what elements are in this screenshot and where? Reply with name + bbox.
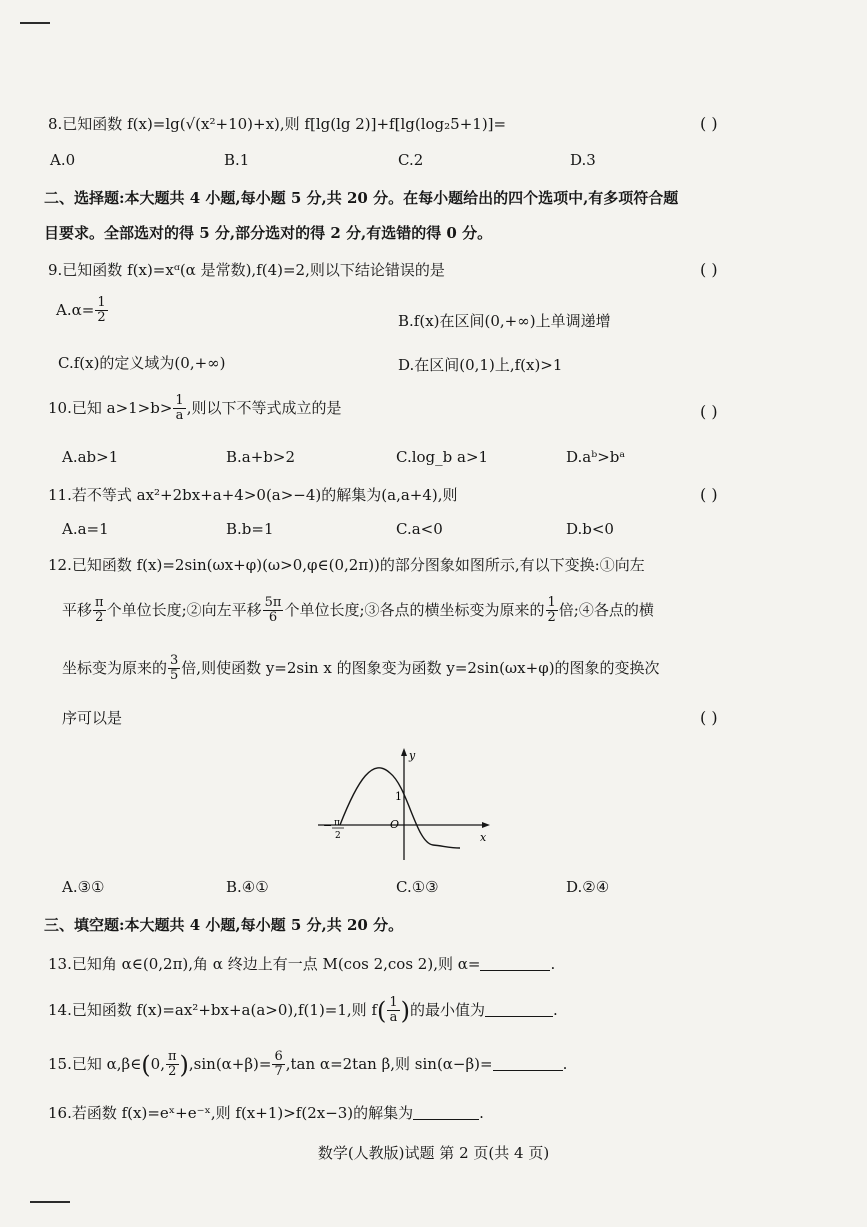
q11-option-a: A.a=1 xyxy=(62,520,109,538)
q14-close-paren: ) xyxy=(400,996,411,1025)
q12-l3-a: 坐标变为原来的 xyxy=(62,658,168,677)
q15-int-a: 0, xyxy=(150,1054,165,1073)
q12-option-b: B.④① xyxy=(226,878,269,896)
q15-s-den: 7 xyxy=(274,1064,283,1080)
q12-option-a: A.③① xyxy=(62,878,105,896)
q9-option-a xyxy=(56,296,109,326)
q12-frac-3-5 xyxy=(168,654,180,684)
q11-answer-paren: ( ) xyxy=(700,485,718,504)
q10-stem-fraction xyxy=(173,394,185,424)
graph-pi-num: π xyxy=(334,818,340,828)
q14-text-pre: 14.已知函数 f(x)=ax²+bx+a(a>0),f(1)=1,则 f xyxy=(48,1000,377,1019)
q15-stem xyxy=(48,1050,567,1080)
scan-edge-bottom xyxy=(30,1201,70,1203)
q12-option-c: C.①③ xyxy=(396,878,439,896)
q16-text: 16.若函数 f(x)=eˣ+e⁻ˣ,则 f(x+1)>f(2x−3)的解集为 xyxy=(48,1104,414,1122)
q12-l2-d: 倍;④各点的横 xyxy=(558,600,654,619)
q11-stem: 11.若不等式 ax²+2bx+a+4>0(a>−4)的解集为(a,a+4),则 xyxy=(48,486,458,504)
q15-pre: 15.已知 α,β∈ xyxy=(48,1054,142,1073)
q12-stem-line3 xyxy=(62,654,660,684)
q16-answer-blank[interactable] xyxy=(413,1105,479,1120)
q13-text: 13.已知角 α∈(0,2π),角 α 终边上有一点 M(cos 2,cos 2),则 α= xyxy=(48,955,481,973)
q15-answer-blank[interactable] xyxy=(493,1056,563,1071)
q9-option-d: D.在区间(0,1)上,f(x)>1 xyxy=(398,356,563,374)
q15-s-num: 6 xyxy=(274,1049,283,1064)
scan-edge-top xyxy=(20,22,50,24)
q12-f3-num: 1 xyxy=(547,595,556,610)
q12-f2-num: 5π xyxy=(264,595,282,610)
q12-l2-c: 个单位长度;③各点的横坐标变为原来的 xyxy=(284,600,545,619)
q13-end: . xyxy=(550,955,556,973)
q14-frac-num: 1 xyxy=(389,995,398,1010)
q9-option-b: B.f(x)在区间(0,+∞)上单调递增 xyxy=(398,312,611,330)
q15-mid: ,sin(α+β)= xyxy=(188,1054,272,1073)
q8-option-c: C.2 xyxy=(398,151,424,169)
q9-option-a-fraction xyxy=(95,296,107,326)
q14-text-post: 的最小值为 xyxy=(410,1000,486,1019)
q14-answer-blank[interactable] xyxy=(485,1002,553,1017)
q9-stem: 9.已知函数 f(x)=xᵅ(α 是常数),f(4)=2,则以下结论错误的是 xyxy=(48,261,445,279)
q8-option-d: D.3 xyxy=(570,151,596,169)
page-footer: 数学(人教版)试题 第 2 页(共 4 页) xyxy=(317,1144,550,1162)
q10-stem-post: ,则以下不等式成立的是 xyxy=(186,398,342,417)
q12-l3-b: 倍,则使函数 y=2sin x 的图象变为函数 y=2sin(ωx+φ)的图象的变换次 xyxy=(181,658,660,677)
q10-option-b: B.a+b>2 xyxy=(226,448,296,466)
graph-neg-sign: − xyxy=(323,819,333,832)
graph-pi-den: 2 xyxy=(335,831,341,841)
graph-y-arrow xyxy=(401,748,407,756)
q14-frac-den: a xyxy=(389,1010,398,1026)
q12-stem-line4: 序可以是 xyxy=(62,709,123,727)
q8-answer-paren: ( ) xyxy=(700,114,718,133)
q12-l2-a: 平移 xyxy=(62,600,93,619)
q12-f4-num: 3 xyxy=(170,653,179,668)
q16-stem xyxy=(48,1104,484,1122)
q12-f3-den: 2 xyxy=(547,610,556,626)
q12-frac-5pi-6 xyxy=(263,596,284,626)
q10-option-a: A.ab>1 xyxy=(62,448,119,466)
graph-curve xyxy=(340,768,460,848)
q14-stem xyxy=(48,996,558,1026)
q12-f1-den: 2 xyxy=(95,610,104,626)
q11-option-b: B.b=1 xyxy=(226,520,274,538)
q16-end: . xyxy=(479,1104,484,1122)
q10-answer-paren: ( ) xyxy=(700,402,718,421)
q9-option-a-prefix: A.α= xyxy=(56,300,95,319)
q9-a-den: 2 xyxy=(97,310,106,326)
section2-heading-line1: 二、选择题:本大题共 4 小题,每小题 5 分,共 20 分。在每小题给出的四个选项中,有多项符合题 xyxy=(44,189,679,207)
q15-int-num: π xyxy=(167,1049,177,1064)
q9-answer-paren: ( ) xyxy=(700,260,718,279)
q12-f4-den: 5 xyxy=(170,668,179,684)
q12-stem-line1: 12.已知函数 f(x)=2sin(ωx+φ)(ω>0,φ∈(0,2π))的部分图象如图所示,有以下变换:①向左 xyxy=(48,556,645,574)
q15-int-frac xyxy=(166,1050,179,1080)
q14-open-paren: ( xyxy=(377,996,387,1025)
q15-close-paren: ) xyxy=(179,1050,189,1079)
q15-open-paren: ( xyxy=(141,1050,151,1079)
q15-sin-frac xyxy=(272,1050,284,1080)
q12-l2-b: 个单位长度;②向左平移 xyxy=(106,600,262,619)
q10-option-d: D.aᵇ>bᵃ xyxy=(566,448,626,466)
q10-option-c: C.log_b a>1 xyxy=(396,448,489,466)
q10-stem-pre: 10.已知 a>1>b> xyxy=(48,398,173,417)
q12-answer-paren: ( ) xyxy=(700,708,718,727)
graph-origin-label: O xyxy=(390,818,400,831)
graph-one-label: 1 xyxy=(395,790,402,803)
q12-f2-den: 6 xyxy=(268,610,278,626)
section2-heading-line2: 目要求。全部选对的得 5 分,部分选对的得 2 分,有选错的得 0 分。 xyxy=(44,224,493,242)
q14-fraction xyxy=(387,996,399,1026)
q15-end: . xyxy=(562,1054,568,1073)
graph-x-arrow xyxy=(482,822,490,828)
q11-option-c: C.a<0 xyxy=(396,520,443,538)
q10-stem xyxy=(48,394,341,424)
q13-answer-blank[interactable] xyxy=(480,956,550,971)
q15-int-den: 2 xyxy=(168,1064,177,1080)
q15-post: ,tan α=2tan β,则 sin(α−β)= xyxy=(285,1054,493,1073)
q9-option-c: C.f(x)的定义域为(0,+∞) xyxy=(58,354,226,372)
q10-frac-den: a xyxy=(175,408,184,424)
q13-stem xyxy=(48,955,555,973)
q8-option-a: A.0 xyxy=(50,151,76,169)
q12-f1-num: π xyxy=(95,595,104,610)
q12-stem-line2 xyxy=(62,596,654,626)
q8-option-b: B.1 xyxy=(224,151,250,169)
q14-end: . xyxy=(553,1000,558,1019)
graph-x-label: x xyxy=(480,831,487,844)
q8-stem: 8.已知函数 f(x)=lg(√(x²+10)+x),则 f[lg(lg 2)]+f[lg(log₂5+1)]= xyxy=(48,115,507,133)
section3-heading: 三、填空题:本大题共 4 小题,每小题 5 分,共 20 分。 xyxy=(44,916,404,934)
q12-frac-1-2 xyxy=(546,596,558,626)
q11-option-d: D.b<0 xyxy=(566,520,614,538)
q9-a-num: 1 xyxy=(97,295,106,310)
graph-y-label: y xyxy=(409,749,416,762)
q12-frac-pi-2 xyxy=(93,596,106,626)
q10-frac-num: 1 xyxy=(175,393,184,408)
q12-function-graph xyxy=(318,745,498,865)
q12-option-d: D.②④ xyxy=(566,878,610,896)
